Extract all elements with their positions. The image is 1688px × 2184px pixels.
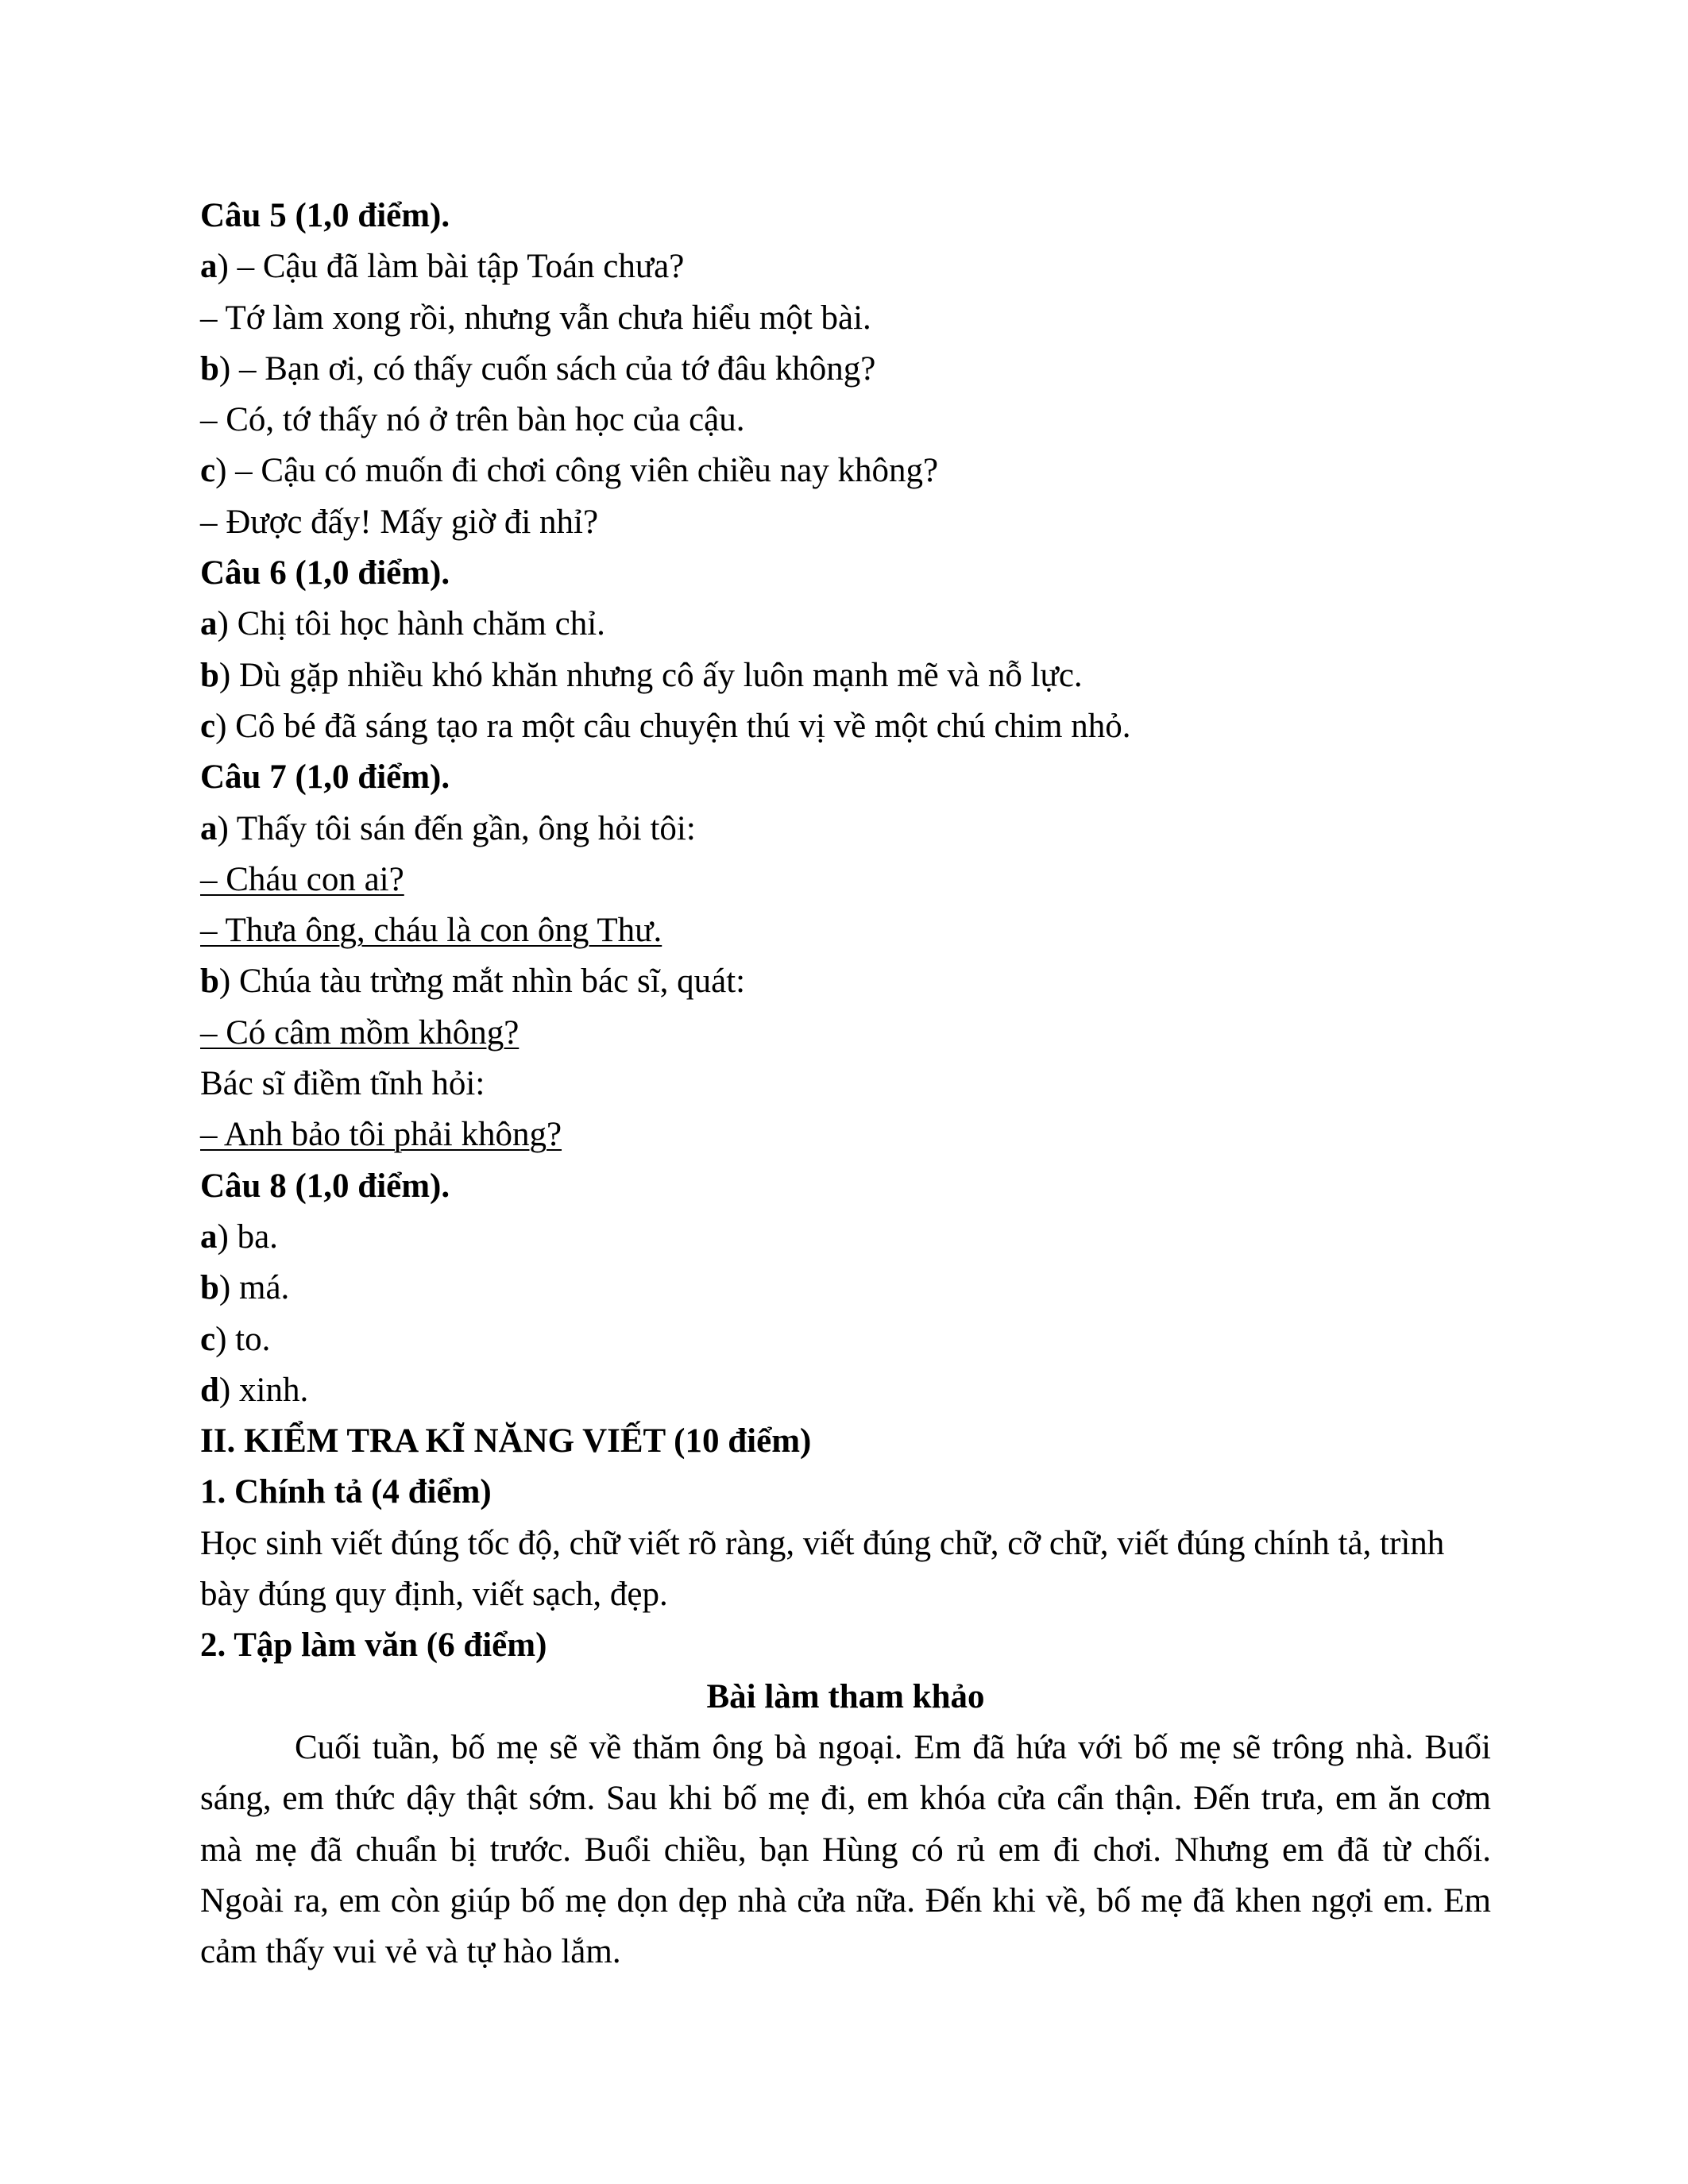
q8-answer-b	[200, 1263, 1491, 1314]
q7-b-text: ) Chúa tàu trừng mắt nhìn bác sĩ, quát:	[218, 963, 746, 1001]
q7-answer-b	[200, 956, 1491, 1007]
part-2-title: 2. Tập làm văn (6 điểm)	[200, 1626, 547, 1665]
q6-answer-c	[200, 701, 1491, 752]
q7-a-quote2: – Thưa ông, cháu là con ông Thư.	[200, 912, 662, 950]
q5-c-label: c	[200, 452, 216, 490]
question-8-title: Câu 8 (1,0 điểm).	[200, 1167, 450, 1205]
q5-a-label: a	[200, 248, 218, 286]
q7-a-quote1: – Cháu con ai?	[200, 860, 404, 898]
q8-d-text: ) xinh.	[218, 1371, 309, 1409]
q6-c-label: c	[200, 707, 216, 745]
essay-text: Cuối tuần, bố mẹ sẽ về thăm ông bà ngoại. Em đã hứa với bố mẹ sẽ trông nhà. Buổi sáng, em thức dậy thật sớm. Sau khi bố mẹ đi, em khóa cửa cẩn thận. Đến trưa, em ăn cơm mà mẹ đã chuẩn bị trước. Buổi chiều, bạn Hùng có rủ em đi chơi. Nhưng em đã từ chối. Ngoài ra, em còn giúp bố mẹ dọn dẹp nhà cửa nữa. Đến khi về, bố mẹ đã khen ngợi em. Em cảm thấy vui vẻ và tự hào lắm.	[200, 1728, 1491, 1971]
q8-c-text: ) to.	[215, 1320, 271, 1358]
part-1-text: Học sinh viết đúng tốc độ, chữ viết rõ ràng, viết đúng chữ, cỡ chữ, viết đúng chính tả, trình bày đúng quy định, viết sạch, đẹp.	[200, 1524, 1445, 1614]
q5-answer-c	[200, 446, 1491, 496]
q7-a-label: a	[200, 809, 218, 847]
q6-a-text: ) Chị tôi học hành chăm chỉ.	[217, 605, 605, 643]
q6-a-label: a	[200, 605, 218, 643]
q5-c-line2: – Được đấy! Mấy giờ đi nhỉ?	[200, 503, 599, 541]
part-1-title: 1. Chính tả (4 điểm)	[200, 1473, 492, 1511]
q8-d-label: d	[200, 1371, 219, 1409]
question-7-title: Câu 7 (1,0 điểm).	[200, 758, 450, 797]
q8-b-label: b	[200, 1269, 219, 1307]
document-page	[200, 191, 1491, 1978]
q5-answer-a	[200, 241, 1491, 292]
q6-c-text: ) Cô bé đã sáng tạo ra một câu chuyện thú vị về một chú chim nhỏ.	[215, 707, 1131, 745]
q6-answer-b	[200, 650, 1491, 701]
q8-b-text: ) má.	[218, 1269, 290, 1307]
q7-b-quote1: – Có câm mồm không?	[200, 1013, 520, 1051]
q5-answer-b	[200, 344, 1491, 395]
q6-b-text: ) Dù gặp nhiều khó khăn nhưng cô ấy luôn mạnh mẽ và nỗ lực.	[218, 656, 1083, 694]
q7-a-text: ) Thấy tôi sán đến gần, ông hỏi tôi:	[217, 809, 696, 847]
q8-a-label: a	[200, 1217, 218, 1256]
q5-a-line1: ) – Cậu đã làm bài tập Toán chưa?	[217, 248, 685, 286]
q8-answer-d	[200, 1365, 1491, 1416]
q7-b-quote1-line	[200, 1008, 1491, 1059]
q8-a-text: ) ba.	[217, 1217, 278, 1256]
q6-b-label: b	[200, 656, 219, 694]
q5-b-line1: ) – Bạn ơi, có thấy cuốn sách của tớ đâu không?	[218, 349, 876, 388]
q7-a-quote1-line	[200, 855, 1491, 905]
q8-c-label: c	[200, 1320, 216, 1358]
question-6-title: Câu 6 (1,0 điểm).	[200, 554, 450, 592]
q7-b-label: b	[200, 963, 219, 1001]
q7-b-quote2: – Anh bảo tôi phải không?	[200, 1116, 562, 1154]
q7-b-quote2-line	[200, 1109, 1491, 1160]
essay-title: Bài làm tham khảo	[706, 1677, 985, 1715]
section-2-title: II. KIỂM TRA KĨ NĂNG VIẾT (10 điểm)	[200, 1422, 812, 1461]
q7-a-quote2-line	[200, 905, 1491, 956]
q5-b-line2: – Có, tớ thấy nó ở trên bàn học của cậu.	[200, 401, 745, 439]
question-5-title: Câu 5 (1,0 điểm).	[200, 197, 450, 234]
q5-b-label: b	[200, 349, 219, 388]
q8-answer-a	[200, 1212, 1491, 1263]
q8-answer-c	[200, 1314, 1491, 1365]
q7-b-text2: Bác sĩ điềm tĩnh hỏi:	[200, 1065, 485, 1103]
q7-answer-a	[200, 804, 1491, 855]
q5-c-line1: ) – Cậu có muốn đi chơi công viên chiều nay không?	[215, 452, 939, 490]
q5-a-line2: – Tớ làm xong rồi, nhưng vẫn chưa hiểu một bài.	[200, 299, 871, 337]
q6-answer-a	[200, 599, 1491, 650]
